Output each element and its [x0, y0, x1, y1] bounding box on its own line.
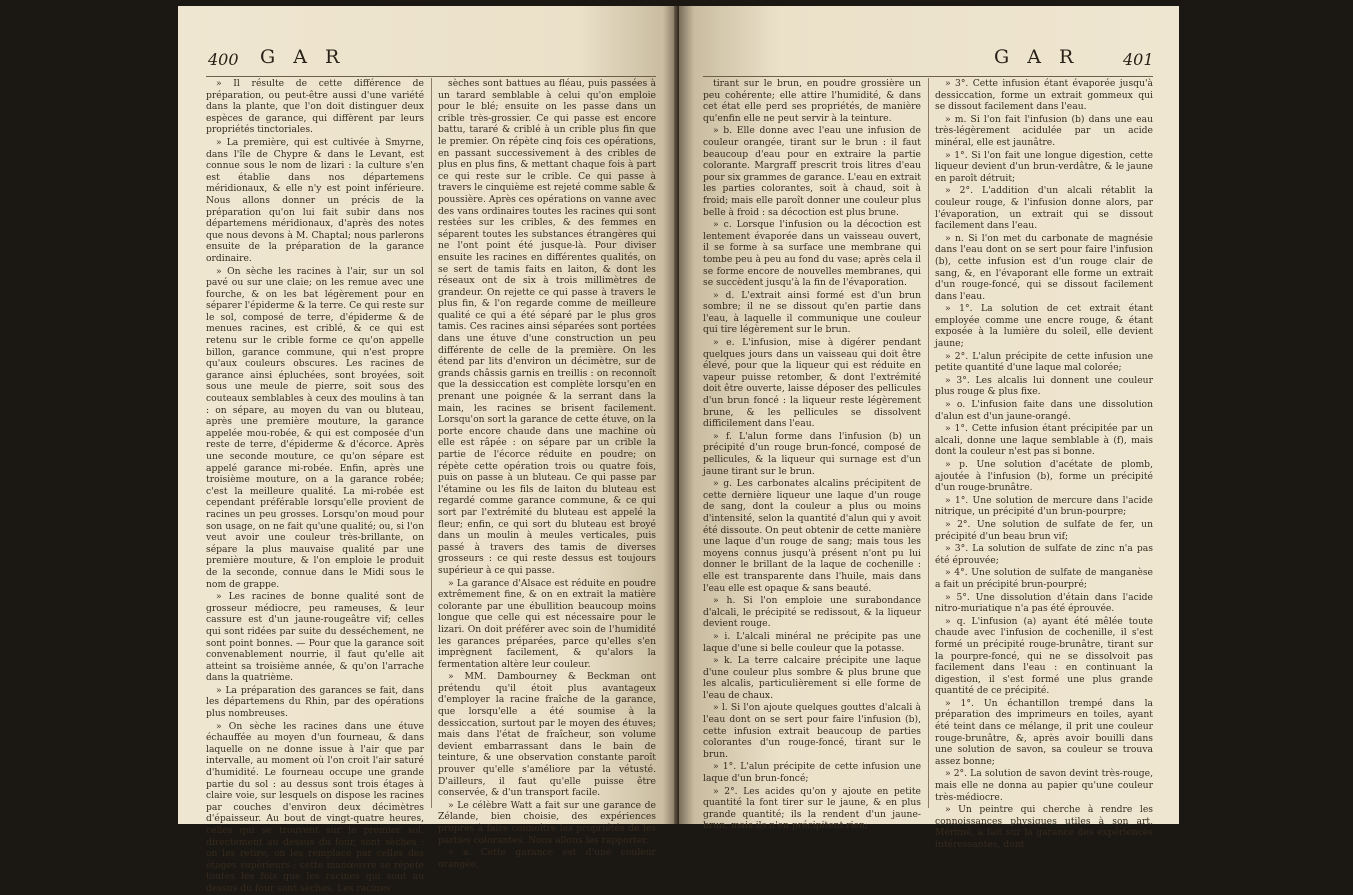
- open-book: [178, 6, 1179, 894]
- paragraph: » MM. Dambourney & Beckman ont prétendu qu'il étoit plus avantageux d'employer la racine fraîche de la garance, que lorsqu'elle a été soumise à la dessiccation, surtout par le moyen des étuves; mais dans l'état de fraîcheur, son volume devient embarrassant dans le bain de teinture, & une observation constante paroît prouver qu'elle s'améliore par la vétusté. D'ailleurs, il faut qu'elle puisse être conservée, & d'un transport facile.: [438, 671, 656, 799]
- right-header-rule: [703, 76, 1153, 77]
- right-page-number: 401: [1123, 50, 1154, 69]
- paragraph: » 2°. La solution de savon devint très-rouge, mais elle ne donna au papier qu'une couleur très-médiocre.: [935, 768, 1153, 803]
- left-column-1: [206, 78, 424, 894]
- paragraph: » 2°. Les acides qu'on y ajoute en petite quantité la font tirer sur le jaune, & en plus grande quantité; ils la rendent d'un jaune-brun, mais ils n'en précipitent rien;: [703, 785, 921, 832]
- left-page: [178, 6, 678, 894]
- paragraph: » 1°. Un échantillon trempé dans la préparation des imprimeurs en toiles, ayant été teint dans ce mélange, il prit une couleur rouge-brunâtre, &, après avoir bouilli dans une solution de savon, sa couleur se trouva assez bonne;: [935, 697, 1153, 767]
- paragraph: » m. Si l'on fait l'infusion (b) dans une eau très-légèrement acidulée par un acide minéral, elle est jaunâtre.: [935, 113, 1153, 148]
- paragraph: » e. L'infusion, mise à digérer pendant quelques jours dans un vaisseau qui doit être élevé, pour que la liqueur qui est réduite en vapeur puisse retomber, & dont l'extrémité doit être ouverte, laisse déposer des pellicules d'un brun foncé : la liqueur reste légèrement brune, & les pellicules se dissolvent difficilement dans l'eau.: [703, 337, 921, 430]
- paragraph: » 2°. L'addition d'un alcali rétablit la couleur rouge, & l'infusion donne alors, par l'évaporation, un extrait qui se dissout facilement dans l'eau.: [935, 185, 1153, 232]
- left-page-number: 400: [208, 50, 239, 69]
- paragraph: » h. Si l'on emploie une surabondance d'alcali, le précipité se redissout, & la liqueur devient rouge.: [703, 595, 921, 630]
- paragraph: » Le célèbre Watt a fait sur une garance de Zélande, bien choisie, des expériences propres à faire connoître les propriétés de les parties colorantes. Nous allons les rapporter.: [438, 799, 656, 846]
- paragraph: » La préparation des garances se fait, dans les départemens du Rhin, par des opérations plus nombreuses.: [206, 684, 424, 720]
- paragraph: » o. L'infusion faite dans une dissolution d'alun est d'un jaune-orangé.: [935, 399, 1153, 422]
- paragraph: » b. Elle donne avec l'eau une infusion de couleur orangée, tirant sur le brun : il faut beaucoup d'eau pour en extraire la partie colorante. Margraff prescrit trois litres d'eau pour six grammes de garance. L'eau en extrait les parties colorantes, soit à chaud, soit à froid; mais elle paroît donner une couleur plus belle à froid : sa décoction est plus brune.: [703, 125, 921, 218]
- paragraph: » k. La terre calcaire précipite une laque d'une couleur plus sombre & plus brune que les alcalis, particulièrement si elle forme de l'eau de chaux.: [703, 655, 921, 701]
- left-column-divider: [431, 78, 432, 808]
- paragraph: » 2°. L'alun précipite de cette infusion une petite quantité d'une laque mal colorée;: [935, 350, 1153, 374]
- left-running-head: G A R: [260, 46, 346, 68]
- paragraph: » 1°. L'alun précipite de cette infusion une laque d'un brun-foncé;: [703, 761, 921, 785]
- paragraph: » On sèche les racines à l'air, sur un sol pavé ou sur une claie; on les remue avec une fourche, & on les bat légèrement pour en séparer l'épiderme & la terre. Ce qui reste sur le sol, composé de terre, d'épiderme & de menues racines, est criblé, & ce qui est retenu sur le crible forme ce qu'on appelle billon, garance commune, qui n'est propre qu'aux couleurs obscures. Les racines de garance ainsi épluchées, sont broyées, soit sous une meule de pierre, soit sous des couteaux semblables à ceux des moulins à tan : on sépare, au moyen du van ou bluteau, après une première mouture, la garance appelée mou-robée, & qui est composée d'un reste de terre, d'épiderme & d'écorce. Après une seconde mouture, ce qu'on sépare est appelé garance mi-robée. Enfin, après une troisième mouture, on a la garance robée; c'est la meilleure qualité. La mi-robée est cependant préférable lorsqu'elle provient de racines un peu grosses. Lorsqu'on moud pour son usage, on ne fait qu'une qualité; ou, si l'on veut avoir une couleur très-brillante, on sépare la plus mauvaise qualité par une première mouture, & l'on emploie le produit de la seconde, connue dans le Midi sous le nom de grappe.: [206, 265, 424, 590]
- paragraph: » q. L'infusion (a) ayant été mêlée toute chaude avec l'infusion de cochenille, il s'est formé un précipité rouge-brunâtre, tirant sur la pourpre-foncé, qui ne se dissolvoit pas facilement dans l'eau : en continuant la digestion, il s'est formé une plus grande quantité de ce précipité.: [935, 615, 1153, 697]
- paragraph: » f. L'alun forme dans l'infusion (b) un précipité d'un rouge brun-foncé, composé de pellicules, & la liqueur qui surnage est d'un jaune tirant sur le brun.: [703, 430, 921, 477]
- paragraph: » 4°. Une solution de sulfate de manganèse a fait un précipité brun-pourpré;: [935, 567, 1153, 590]
- paragraph: » On sèche les racines dans une étuve échauffée au moyen d'un fourneau, & dans laquelle on ne donne issue à l'air que par intervalle, au moment où l'on croit l'air saturé d'humidité. Le fourneau occupe une grande partie du sol : au dessus sont trois étages à claire voie, sur lesquels on dispose les racines par couches d'environ deux décimètres d'épaisseur. Au bout de vingt-quatre heures, celles qui se trouvent sur le premier sol, directement au dessus du four, sont sèches : on les retire, on les remplace par celles des étages supérieurs : cette manœuvre se répète toutes les fois que les racines qui sont au dessus du four sont sèches. Les racines: [206, 720, 424, 894]
- paragraph: » 1°. Si l'on fait une longue digestion, cette liqueur devient d'un brun-verdâtre, & le jaune en paroît détruit;: [935, 149, 1153, 184]
- left-header-rule: [206, 76, 656, 77]
- paragraph: » 3°. La solution de sulfate de zinc n'a pas été éprouvée;: [935, 543, 1153, 566]
- paragraph: » p. Une solution d'acétate de plomb, ajoutée à l'infusion (b), forme un précipité d'un rouge-brunâtre.: [935, 459, 1153, 494]
- paragraph: » 5°. Une dissolution d'étain dans l'acide nitro-muriatique n'a pas été éprouvée.: [935, 591, 1153, 615]
- right-column-divider: [928, 78, 929, 808]
- right-column-2: [935, 78, 1153, 850]
- paragraph: » l. Si l'on ajoute quelques gouttes d'alcali à l'eau dont on se sert pour faire l'infusion (b), cette infusion extrait beaucoup de parties colorantes d'un rouge-foncé, tirant sur le brun.: [703, 702, 921, 760]
- paragraph: » 1°. Cette infusion étant précipitée par un alcali, donne une laque semblable à (f), mais dont la couleur n'est pas si bonne.: [935, 423, 1153, 458]
- paragraph: » Les racines de bonne qualité sont de grosseur médiocre, peu rameuses, & leur cassure est d'un jaune-rougeâtre vif; celles qui sont ridées par suite du desséchement, ne sont point bonnes. — Pour que la garance soit convenablement nourrie, il faut qu'elle ait atteint sa troisième année, & qu'on l'arrache dans la quatrième.: [206, 591, 424, 684]
- paragraph: » Un peintre qui cherche à rendre les connoissances physiques utiles à son art, Mérimé, a fait sur la garance des expériences intéressantes, dont: [935, 804, 1153, 850]
- right-page: [679, 6, 1179, 850]
- paragraph: » i. L'alcali minéral ne précipite pas une laque d'une si belle couleur que la potasse.: [703, 630, 921, 654]
- paragraph: » c. Lorsque l'infusion ou la décoction est lentement évaporée dans un vaisseau ouvert, il se forme à sa surface une membrane qui tombe peu à peu au fond du vase; après cela il se forme encore de nouvelles membranes, qui se succèdent jusqu'à la fin de l'évaporation.: [703, 219, 921, 289]
- paragraph: » a. Cette garance est d'une couleur orangée,: [438, 847, 656, 870]
- paragraph: » d. L'extrait ainsi formé est d'un brun sombre; il ne se dissout qu'en partie dans l'eau, à laquelle il communique une couleur qui tire légèrement sur le brun.: [703, 289, 921, 336]
- right-column-1: [703, 78, 921, 832]
- paragraph: » n. Si l'on met du carbonate de magnésie dans l'eau dont on se sert pour faire l'infusion (b), cette infusion est d'un rouge clair de sang, &, en l'évaporant elle forme un extrait d'un rouge-foncé, qui se dissout facilement dans l'eau.: [935, 232, 1153, 302]
- left-column-2: [438, 78, 656, 870]
- paragraph: » 1°. La solution de cet extrait étant employée comme une encre rouge, & étant exposée à la lumière du soleil, elle devient jaune;: [935, 303, 1153, 350]
- paragraph: tirant sur le brun, en poudre grossière un peu cohérente; elle attire l'humidité, & dans cet état elle perd ses propriétés, de manière qu'enfin elle ne peut servir à la teinture.: [703, 78, 921, 124]
- paragraph: » 1°. Une solution de mercure dans l'acide nitrique, un précipité d'un brun-pourpre;: [935, 494, 1153, 518]
- paragraph: » 2°. Une solution de sulfate de fer, un précipité d'un beau brun vif;: [935, 518, 1153, 542]
- paragraph: » 3°. Cette infusion étant évaporée jusqu'à dessiccation, forme un extrait gommeux qui se dissout facilement dans l'eau.: [935, 78, 1153, 113]
- paragraph: sèches sont battues au fléau, puis passées à un tarard semblable à celui qu'on emploie pour le blé; ensuite on les passe dans un crible très-grossier. Ce qui passe est encore battu, tararé & criblé à un crible plus fin que le premier. On répète cinq fois ces opérations, en passant successivement à des cribles de plus en plus fins, & mettant chaque fois à part ce qui reste sur le crible. Ce qui passe à travers le cinquième est rejeté comme sable & poussière. Après ces opérations on vanne avec des vans ordinaires toutes les racines qui sont restées sur les cribles, & des femmes en séparent toutes les substances étrangères qui ne l'ont point été jusque-là. Pour diviser ensuite les racines en différentes qualités, on se sert de tamis faits en laiton, & dont les réseaux ont de six à trois millimètres de grandeur. On rejette ce qui passe à travers le plus fin, & l'on regarde comme de meilleure qualité ce qui a été séparé par le plus gros tamis. Ces racines ainsi séparées sont portées dans une étuve d'une construction un peu différente de celle de la première. On les étend par lits d'environ un décimètre, sur de grands châssis garnis en treillis : on reconnoît que la dessiccation est complète lorsqu'en en prenant une poignée & la serrant dans la main, les racines se brisent facilement. Lorsqu'on sort la garance de cette étuve, on la porte encore chaude dans une machine où elle est râpée : on sépare par un crible la partie de l'écorce réduite en poudre; on répète cette opération trois ou quatre fois, puis on passe à un bluteau. Ce qui passe par l'étamine ou les fils de laiton du bluteau est regardé comme garance commune, & ce qui sort par l'extrémité du bluteau est appelé la fleur; enfin, ce qui sort du bluteau est broyé dans un moulin à meules verticales, puis passé à travers des tamis de diverses grosseurs : ce qui reste dessus est toujours supérieur à ce qui passe.: [438, 78, 656, 576]
- paragraph: » La première, qui est cultivée à Smyrne, dans l'île de Chypre & dans le Levant, est connue sous le nom de lizari : la culture s'en est établie dans nos départemens méridionaux, & elle n'y est point inférieure. Nous allons donner un précis de la préparation qu'on lui fait subir dans nos départemens méridionaux, d'après des notes que nous devons à M. Chaptal; nous parlerons ensuite de la préparation de la garance ordinaire.: [206, 136, 424, 264]
- paragraph: » 3°. Les alcalis lui donnent une couleur plus rouge & plus fixe.: [935, 374, 1153, 398]
- paragraph: » La garance d'Alsace est réduite en poudre extrêmement fine, & on en extrait la matière colorante par une ébullition beaucoup moins longue que celle qui est nécessaire pour le lizari. On doit préférer avec soin de l'humidité les garances préparées, parce qu'elles s'en imprègnent facilement, & qu'alors la fermentation altère leur couleur.: [438, 577, 656, 670]
- right-running-head: G A R: [994, 46, 1080, 68]
- paragraph: » Il résulte de cette différence de préparation, ou peut-être aussi d'une variété dans la plante, que l'on doit distinguer deux espèces de garance, qui diffèrent par leurs propriétés tinctoriales.: [206, 78, 424, 136]
- paragraph: » g. Les carbonates alcalins précipitent de cette dernière liqueur une laque d'un rouge de sang, dont la couleur a plus ou moins d'intensité, selon la quantité d'alun qui y avoit été dissoute. On peut obtenir de cette manière une laque d'un rouge de sang; mais tous les moyens connus jusqu'à présent n'ont pu lui donner le brillant de la laque de cochenille : elle est transparente dans l'huile, mais dans l'eau elle est opaque & sans beauté.: [703, 478, 921, 594]
